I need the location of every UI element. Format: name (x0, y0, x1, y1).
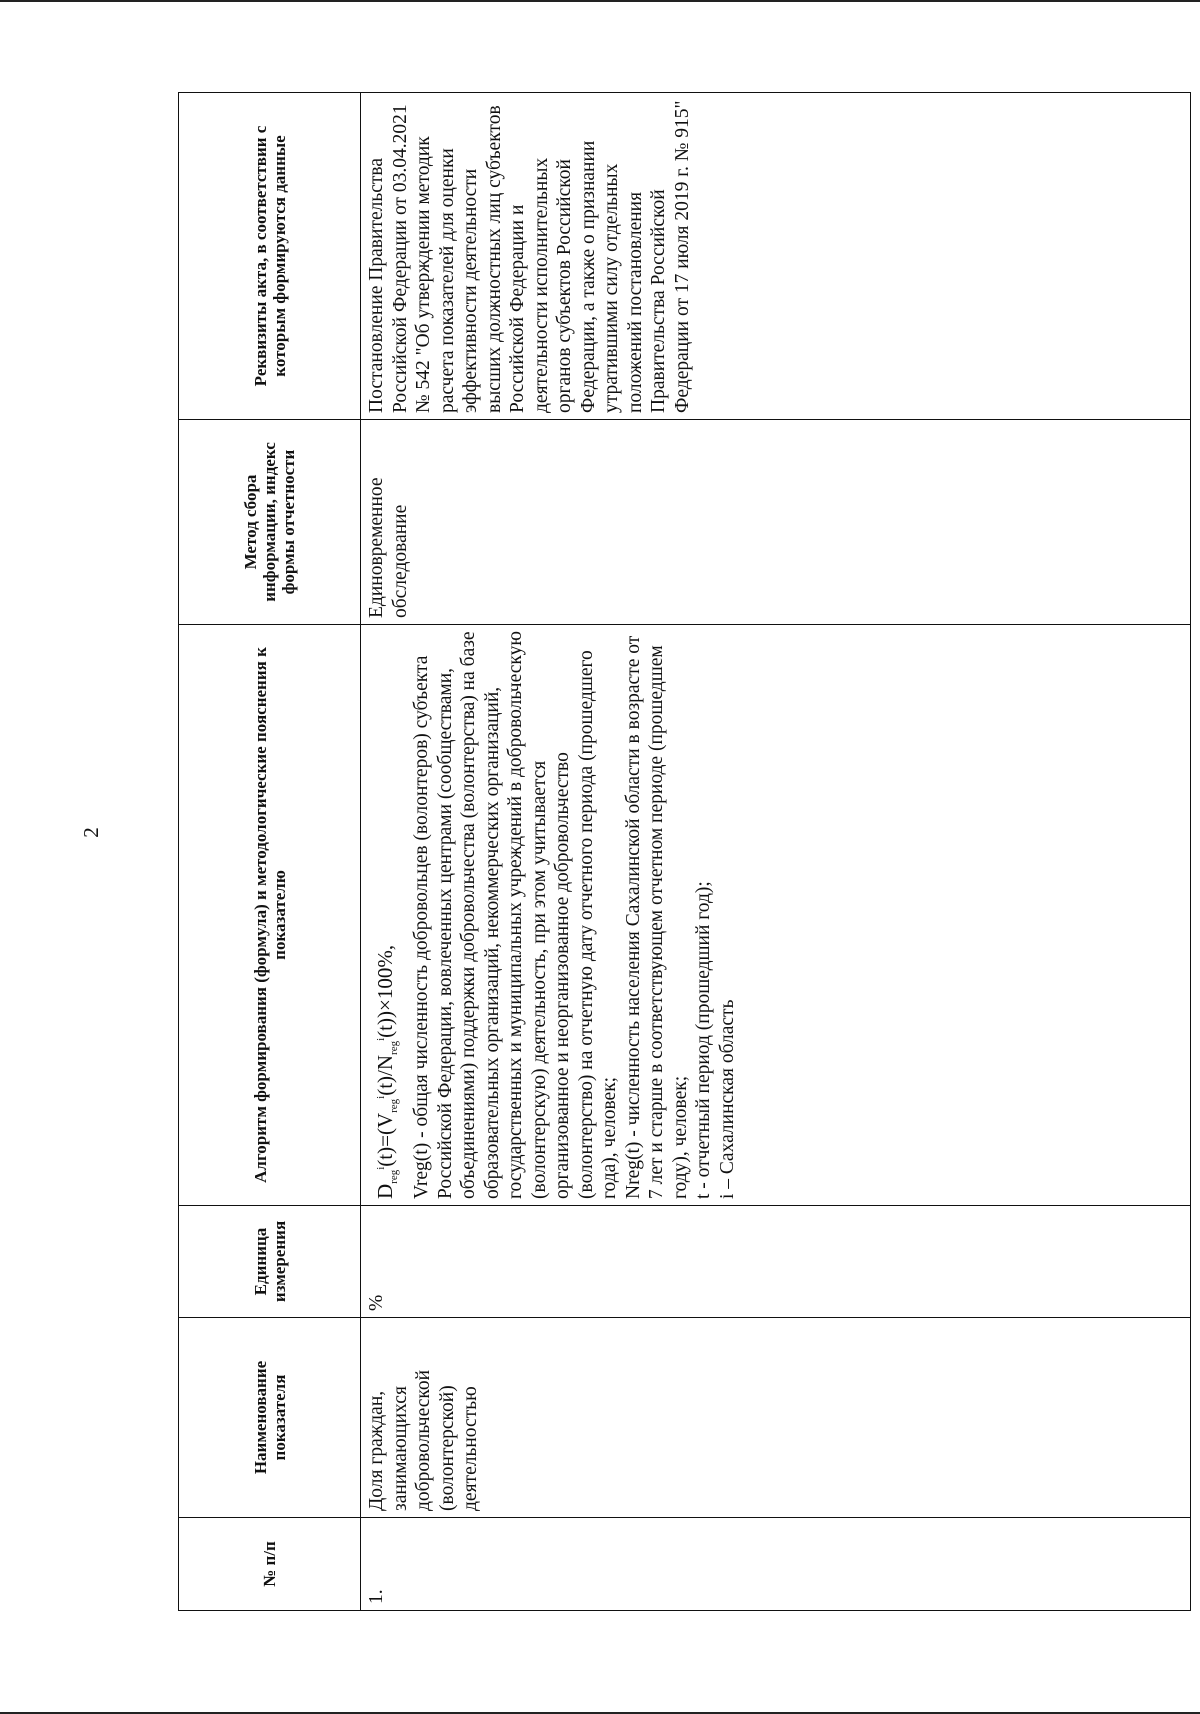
rotated-table-container (178, 93, 1191, 1611)
cell-num: 1. (361, 1518, 1191, 1611)
header-unit: Единица измерения (179, 1206, 361, 1318)
table-row (361, 93, 1191, 1611)
cell-name: Доля граждан, занимающихся добровольческой (волонтерской) деятельностью (361, 1318, 1191, 1518)
table-header-row (179, 93, 361, 1611)
scan-edge-top (0, 0, 1200, 2)
algorithm-line-vreg: Vreg(t) - общая численность добровольцев (волонтеров) субъекта Российской Федерации, вовлеченных центрами (сообществами, объединениями) поддержки добровольчества (волонтерства) на базе образовательных организаций, некоммерческих организаций, государственных и муниципальных учреждений в добровольческую (волонтерскую) деятельность, при этом учитывается организованное и неорганизованное добровольчество (волонтерство) на отчетную дату отчетного периода (прошедшего года), человек; (411, 631, 621, 1199)
indicator-table (178, 92, 1191, 1611)
cell-method: Единовременное обследование (361, 420, 1191, 625)
formula: $D_{reg}^i(t)=(V_{reg}^i(t)/N_{reg}^i(t))\times 100\%$, (373, 944, 401, 1199)
cell-act: Постановление Правительства Российской Федерации от 03.04.2021 № 542 "Об утверждении методик расчета показателей для оценки эффективности деятельности высших должностных лиц субъектов Российской Федерации и деятельности исполнительных органов субъектов Российской Федерации, а также о признании утратившими силу отдельных положений постановления Правительства Российской Федерации от 17 июля 2019 г. № 915" (361, 93, 1191, 420)
algorithm-line-i: i – Сахалинская область (716, 999, 738, 1199)
header-act: Реквизиты акта, в соответствии с которым формируются данные (179, 93, 361, 420)
header-algorithm: Алгоритм формирования (формула) и методологические пояснения к показателю (179, 625, 361, 1206)
header-name: Наименование показателя (179, 1318, 361, 1518)
cell-algorithm (361, 625, 1191, 1206)
algorithm-line-nreg: Nreg(t) - численность населения Сахалинской области в возрасте от 7 лет и старше в соответствующем отчетном периоде (прошедшем году), человек; (622, 635, 691, 1199)
cell-unit: % (361, 1206, 1191, 1318)
page-number: 2 (78, 827, 103, 838)
header-num: № п/п (179, 1518, 361, 1611)
algorithm-line-t: t - отчетный период (прошедший год); (693, 881, 715, 1199)
header-method: Метод сбора информации, индекс формы отчетности (179, 420, 361, 625)
